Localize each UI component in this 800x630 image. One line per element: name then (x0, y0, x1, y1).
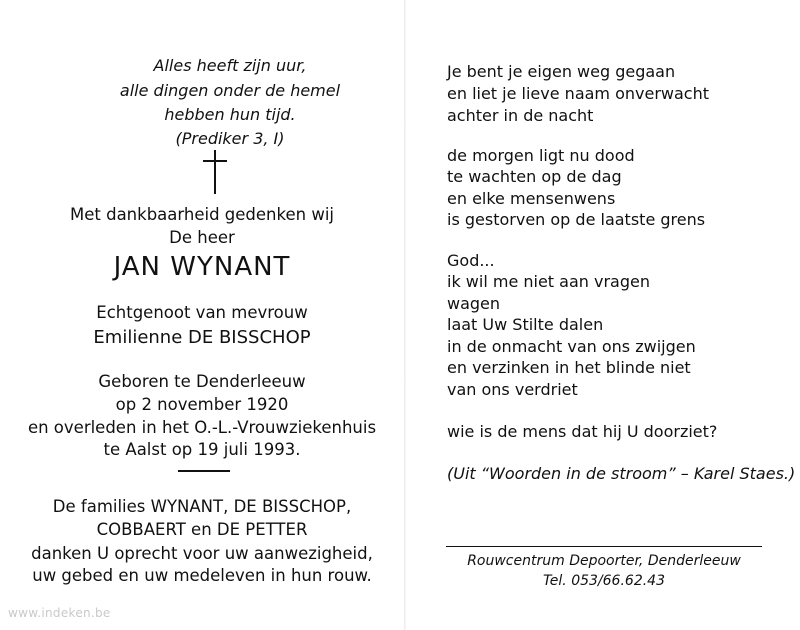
poem-line: laat Uw Stilte dalen (447, 315, 604, 334)
poem-line: ik wil me niet aan vragen (447, 272, 650, 291)
poem-line: is gestorven op de laatste grens (447, 210, 706, 229)
thanks-line-2: COBBAERT en DE PETTER (96, 520, 308, 539)
poem-source: (Uit “Woorden in de stroom” – Karel Staes.) (447, 464, 796, 483)
poem-line: wagen (447, 294, 501, 313)
spouse-intro: Echtgenoot van mevrouw (96, 303, 308, 322)
poem-line: God... (447, 251, 495, 270)
poem-line: te wachten op de dag (447, 167, 622, 186)
poem-line: de morgen ligt nu dood (447, 146, 635, 165)
undertaker-rule (446, 546, 762, 547)
poem-line: en liet je lieve naam onverwacht (447, 84, 710, 103)
deceased-name: JAN WYNANT (113, 252, 291, 282)
cross-icon (201, 150, 231, 196)
thanks-line-4: uw gebed en uw medeleven in hun rouw. (32, 566, 372, 585)
poem-line: en elke mensenwens (447, 189, 616, 208)
separator-line (178, 470, 230, 472)
quote-reference: (Prediker 3, I) (175, 129, 285, 148)
poem-line: en verzinken in het blinde niet (447, 358, 691, 377)
memorial-intro: Met dankbaarheid gedenken wij (70, 205, 334, 224)
quote-line-1: Alles heeft zijn uur, (153, 56, 307, 75)
undertaker-name: Rouwcentrum Depoorter, Denderleeuw (467, 553, 741, 569)
poem-line: Je bent je eigen weg gegaan (447, 62, 676, 81)
life-line-3: en overleden in het O.-L.-Vrouwziekenhuis (27, 418, 377, 437)
life-line-4: te Aalst op 19 juli 1993. (103, 440, 301, 459)
watermark: www.indeken.be (8, 606, 111, 620)
quote-line-2: alle dingen onder de hemel (119, 81, 341, 100)
quote-line-3: hebben hun tijd. (164, 105, 296, 124)
spouse-name: Emilienne DE BISSCHOP (93, 327, 311, 348)
thanks-line-1: De families WYNANT, DE BISSCHOP, (52, 497, 352, 516)
poem-line: wie is de mens dat hij U doorziet? (447, 422, 718, 441)
poem-line: achter in de nacht (447, 106, 594, 125)
life-line-1: Geboren te Denderleeuw (98, 372, 306, 391)
undertaker-phone: Tel. 053/66.62.43 (542, 573, 665, 589)
memorial-title: De heer (169, 228, 235, 247)
poem-line: van ons verdriet (447, 380, 578, 399)
life-line-2: op 2 november 1920 (115, 395, 289, 414)
poem-line: in de onmacht van ons zwijgen (447, 337, 696, 356)
thanks-line-3: danken U oprecht voor uw aanwezigheid, (31, 544, 373, 563)
